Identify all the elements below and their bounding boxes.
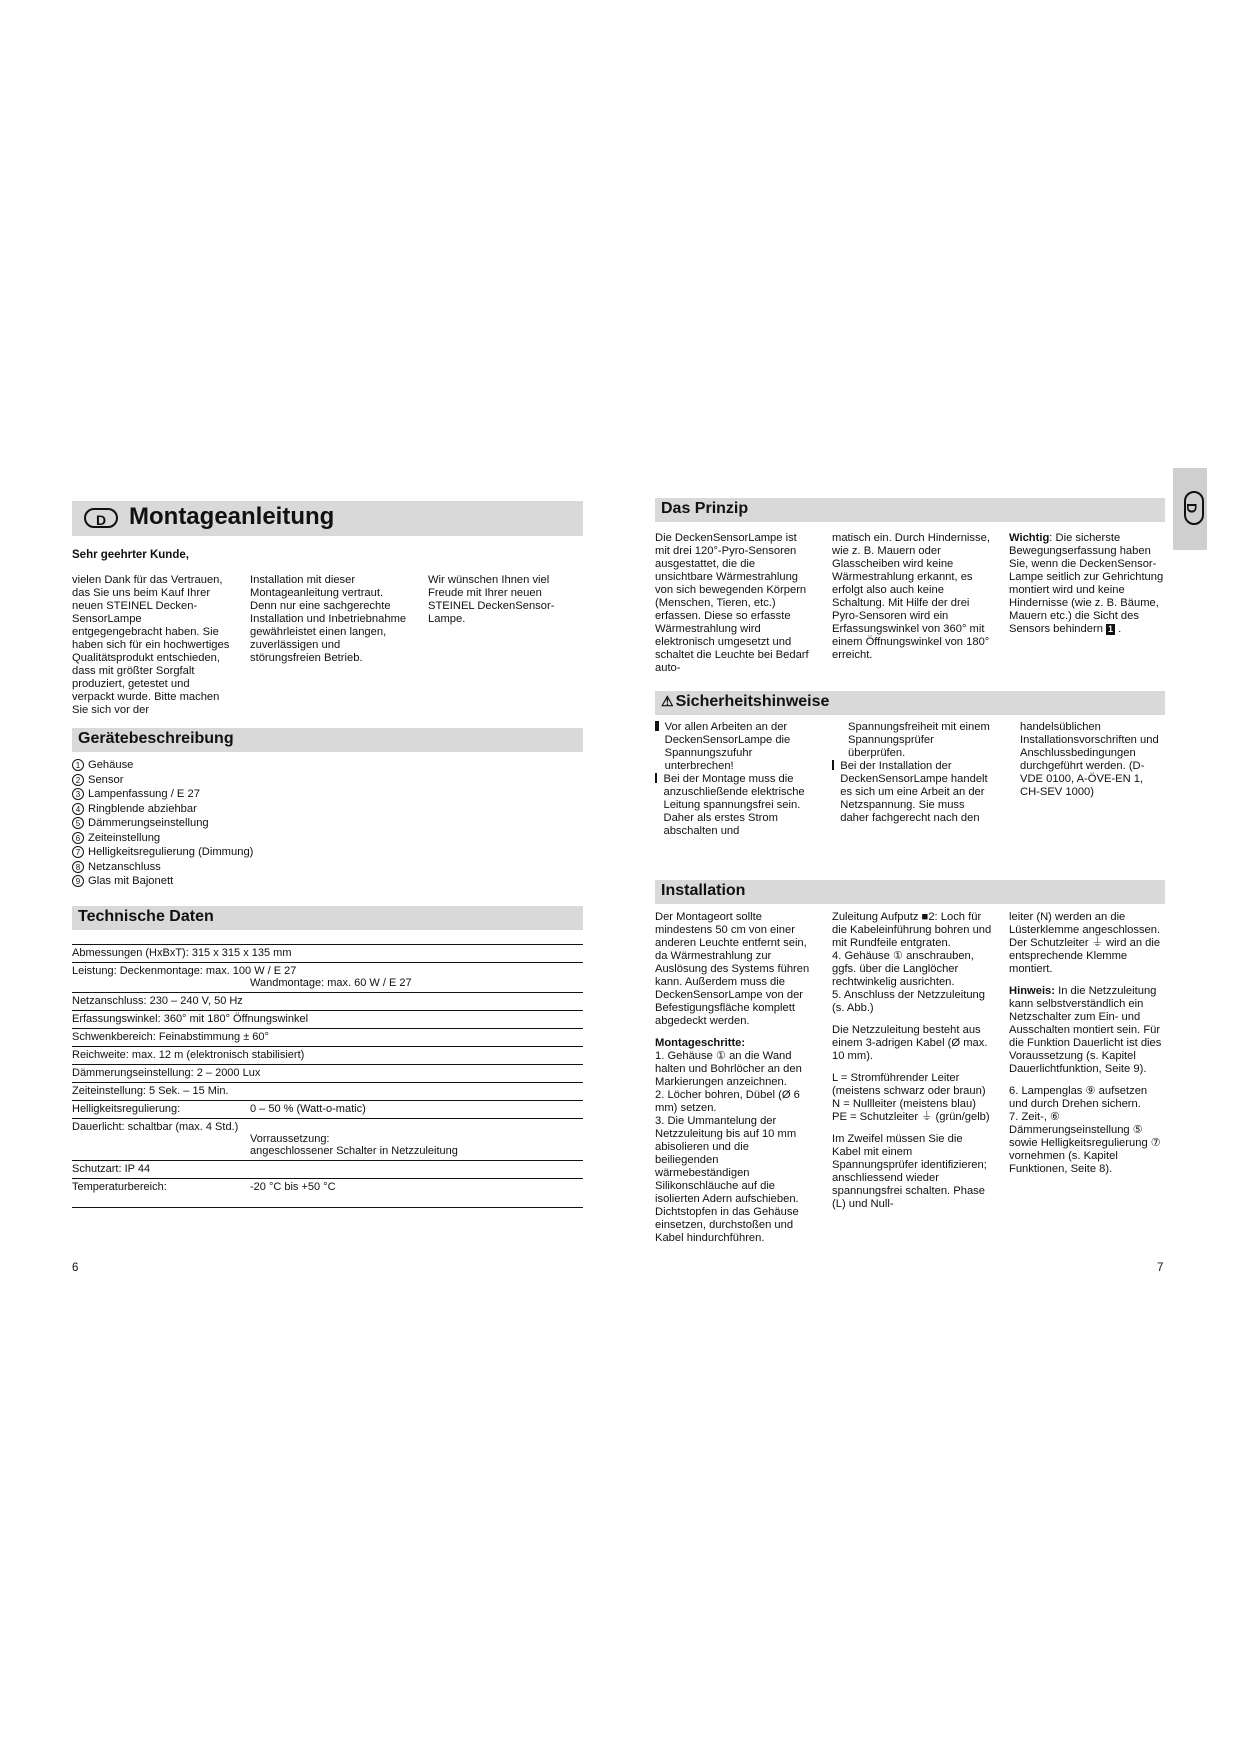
installation-col-2: Zuleitung Aufputz ■2: Loch für die Kabeleinführung bohren und mit Rundfeile entgraten. 4. Gehäuse ① anschrauben, ggfs. über die Langlöcher rechtwinkelig ausrichten. 5. Anschluss der Netzzuleitung (s. Abb.) Die Netzzuleitung besteht aus einem 3-adrigen Kabel (Ø max. 10 mm). L = Stromführender Leiter (meistens schwarz oder braun) N = Nullleiter (meistens blau) PE = Schutzleiter ⏚ (grün/gelb) Im Zweifel müssen Sie die Kabel mit einem Spannungsprüfer identifizieren; anschliessend wieder spannungsfrei schalten. Phase (L) und Null- bbox=[832, 911, 992, 1210]
intro-col-1: vielen Dank für das Vertrauen, das Sie uns beim Kauf Ihrer neuen STEINEL Decken-SensorLampe entgegengebracht haben. Sie haben sich für ein hochwertiges Qualitätsprodukt entschieden, dass mit größter Sorgfalt produziert, getestet und verpackt wurde. Bitte machen Sie sich vor der bbox=[72, 574, 230, 716]
prinzip-col-2: matisch ein. Durch Hindernisse, wie z. B. Mauern oder Glasscheiben wird keine Wärmestrahlung erkannt, es erfolgt also auch keine Schaltung. Mit Hilfe der drei Pyro-Sensoren wird ein Erfassungswinkel von 360° mit einem Öffnungswinkel von 180° erreicht. bbox=[832, 532, 990, 661]
sicherheit-col-2: Spannungsfreiheit mit einem Spannungsprüfer überprüfen. Bei der Installation der DeckenSensorLampe handelt es sich um eine Arbeit an der Netzspannung. Sie muss daher fachgerecht nach den bbox=[832, 721, 992, 825]
greeting: Sehr geehrter Kunde, bbox=[72, 549, 189, 561]
list-item: 6 Zeiteinstellung bbox=[72, 831, 372, 846]
list-item: 5 Dämmerungseinstellung bbox=[72, 816, 372, 831]
prinzip-col-1: Die DeckenSensorLampe ist mit drei 120°-Pyro-Sensoren ausgestattet, die die unsichtbare Wärmestrahlung von sich bewegenden Körpern (Menschen, Tieren, etc.) erfassen. Diese so erfasste Wärmestrahlung wird elektronisch umgesetzt und schaltet die Leuchte bei Bedarf auto- bbox=[655, 532, 809, 674]
table-row: Leistung: Deckenmontage: max. 100 W / E 27 Wandmontage: max. 60 W / E 27 bbox=[72, 962, 583, 992]
prinzip-heading: Das Prinzip bbox=[661, 500, 749, 517]
table-row: Schwenkbereich: Feinabstimmung ± 60° bbox=[72, 1028, 583, 1046]
warning-icon: ⚠ bbox=[661, 693, 674, 709]
technik-heading: Technische Daten bbox=[78, 908, 214, 925]
intro-col-3: Wir wünschen Ihnen viel Freude mit Ihrer neuen STEINEL DeckenSensor-Lampe. bbox=[428, 574, 555, 625]
table-row: Abmessungen (HxBxT): 315 x 315 x 135 mm bbox=[72, 944, 583, 962]
tech-table bbox=[72, 944, 583, 1208]
language-badge: D bbox=[84, 508, 118, 528]
figure-ref: 1 bbox=[1108, 624, 1114, 634]
table-row: Schutzart: IP 44 bbox=[72, 1160, 583, 1178]
language-tab bbox=[1173, 468, 1207, 550]
sicherheit-heading: Sicherheitshinweise bbox=[675, 693, 830, 710]
table-row: Reichweite: max. 12 m (elektronisch stabilisiert) bbox=[72, 1046, 583, 1064]
page-title bbox=[72, 501, 583, 536]
bullet-icon bbox=[655, 773, 657, 783]
intro-col-2: Installation mit dieser Montageanleitung vertraut. Denn nur eine sachgerechte Installation und Inbetriebnahme gewährleistet einen langen, zuverlässigen und störungsfreien Betrieb. bbox=[250, 574, 407, 664]
sicherheit-col-1: Vor allen Arbeiten an der DeckenSensorLampe die Spannungszufuhr unterbrechen! Bei der Montage muss die anzuschließende elektrische Leitung spannungsfrei sein. Daher als erstes Strom abschalten und bbox=[655, 721, 815, 838]
page-number-right: 7 bbox=[1157, 1262, 1164, 1274]
list-item: 2 Sensor bbox=[72, 773, 372, 788]
sicherheit-col-3: handelsüblichen Installationsvorschriften und Anschlussbedingungen durchgeführt werden. (D-VDE 0100, A-ÖVE-EN 1, CH-SEV 1000) bbox=[1020, 721, 1159, 798]
page-number-left: 6 bbox=[72, 1262, 79, 1274]
list-item: 1 Gehäuse bbox=[72, 758, 372, 773]
list-item: 8 Netzanschluss bbox=[72, 860, 372, 875]
list-item: 7 Helligkeitsregulierung (Dimmung) bbox=[72, 845, 372, 860]
sicherheit-heading-bar bbox=[655, 691, 1165, 715]
title-text: Montageanleitung bbox=[129, 503, 335, 530]
installation-col-3: leiter (N) werden an die Lüsterklemme angeschlossen. Der Schutzleiter ⏚ wird an die entsprechende Klemme montiert. Hinweis: In die Netzzuleitung kann selbstverständlich ein Netzschalter zum Ein- und Ausschalten montiert sein. Für die Funktion Dauerlicht ist dies Voraussetzung (s. Kapitel Dauerlichtfunktion, Seite 9). 6. Lampenglas ⑨ aufsetzen und durch Drehen sichern. 7. Zeit-, ⑥ Dämmerungseinstellung ⑤ sowie Helligkeitsregulierung ⑦ vornehmen (s. Kapitel Funktionen, Seite 8). bbox=[1009, 911, 1162, 1175]
geraete-heading: Gerätebeschreibung bbox=[78, 730, 234, 747]
installation-heading: Installation bbox=[661, 882, 746, 899]
table-row: Erfassungswinkel: 360° mit 180° Öffnungswinkel bbox=[72, 1010, 583, 1028]
list-item: 4 Ringblende abziehbar bbox=[72, 802, 372, 817]
geraete-heading-bar bbox=[72, 728, 583, 752]
installation-heading-bar bbox=[655, 880, 1165, 904]
list-item: 9 Glas mit Bajonett bbox=[72, 874, 372, 889]
table-row: Netzanschluss: 230 – 240 V, 50 Hz bbox=[72, 992, 583, 1010]
table-row: Dämmerungseinstellung: 2 – 2000 Lux bbox=[72, 1064, 583, 1082]
table-row: Dauerlicht: schaltbar (max. 4 Std.) Vorraussetzung: angeschlossener Schalter in Netzzuleitung bbox=[72, 1118, 583, 1160]
installation-col-1: Der Montageort sollte mindestens 50 cm von einer anderen Leuchte entfernt sein, da Wärmestrahlung zur Auslösung des Systems führen kann. Außerdem muss die DeckenSensorLampe von der Befestigungsfläche komplett abgedeckt werden. Montageschritte: 1. Gehäuse ① an die Wand halten und Bohrlöcher an den Markierungen anzeichnen. 2. Löcher bohren, Dübel (Ø 6 mm) setzen. 3. Die Ummantelung der Netzzuleitung bis auf 10 mm abisolieren und die beiliegenden wärmebeständigen Silikonschläuche auf die isolierten Adern aufschieben. Dichtstopfen in das Gehäuse einsetzen, durchstoßen und Kabel hindurchführen. bbox=[655, 911, 810, 1244]
technik-heading-bar bbox=[72, 906, 583, 930]
bullet-icon bbox=[655, 721, 659, 731]
table-row: Temperaturbereich: -20 °C bis +50 °C bbox=[72, 1178, 583, 1208]
bullet-icon bbox=[832, 760, 834, 770]
list-item: 3 Lampenfassung / E 27 bbox=[72, 787, 372, 802]
geraete-list bbox=[72, 758, 372, 889]
language-badge: D bbox=[1184, 491, 1204, 525]
table-row: Helligkeitsregulierung: 0 – 50 % (Watt-o-matic) bbox=[72, 1100, 583, 1118]
table-row: Zeiteinstellung: 5 Sek. – 15 Min. bbox=[72, 1082, 583, 1100]
prinzip-heading-bar bbox=[655, 498, 1165, 522]
prinzip-col-3: Wichtig: Die sicherste Bewegungserfassung haben Sie, wenn die DeckenSensor-Lampe seitlich zur Gehrichtung montiert wird und keine Hindernisse (wie z. B. Bäume, Mauern etc.) die Sicht des Sensors behindern 1 . bbox=[1009, 532, 1164, 635]
